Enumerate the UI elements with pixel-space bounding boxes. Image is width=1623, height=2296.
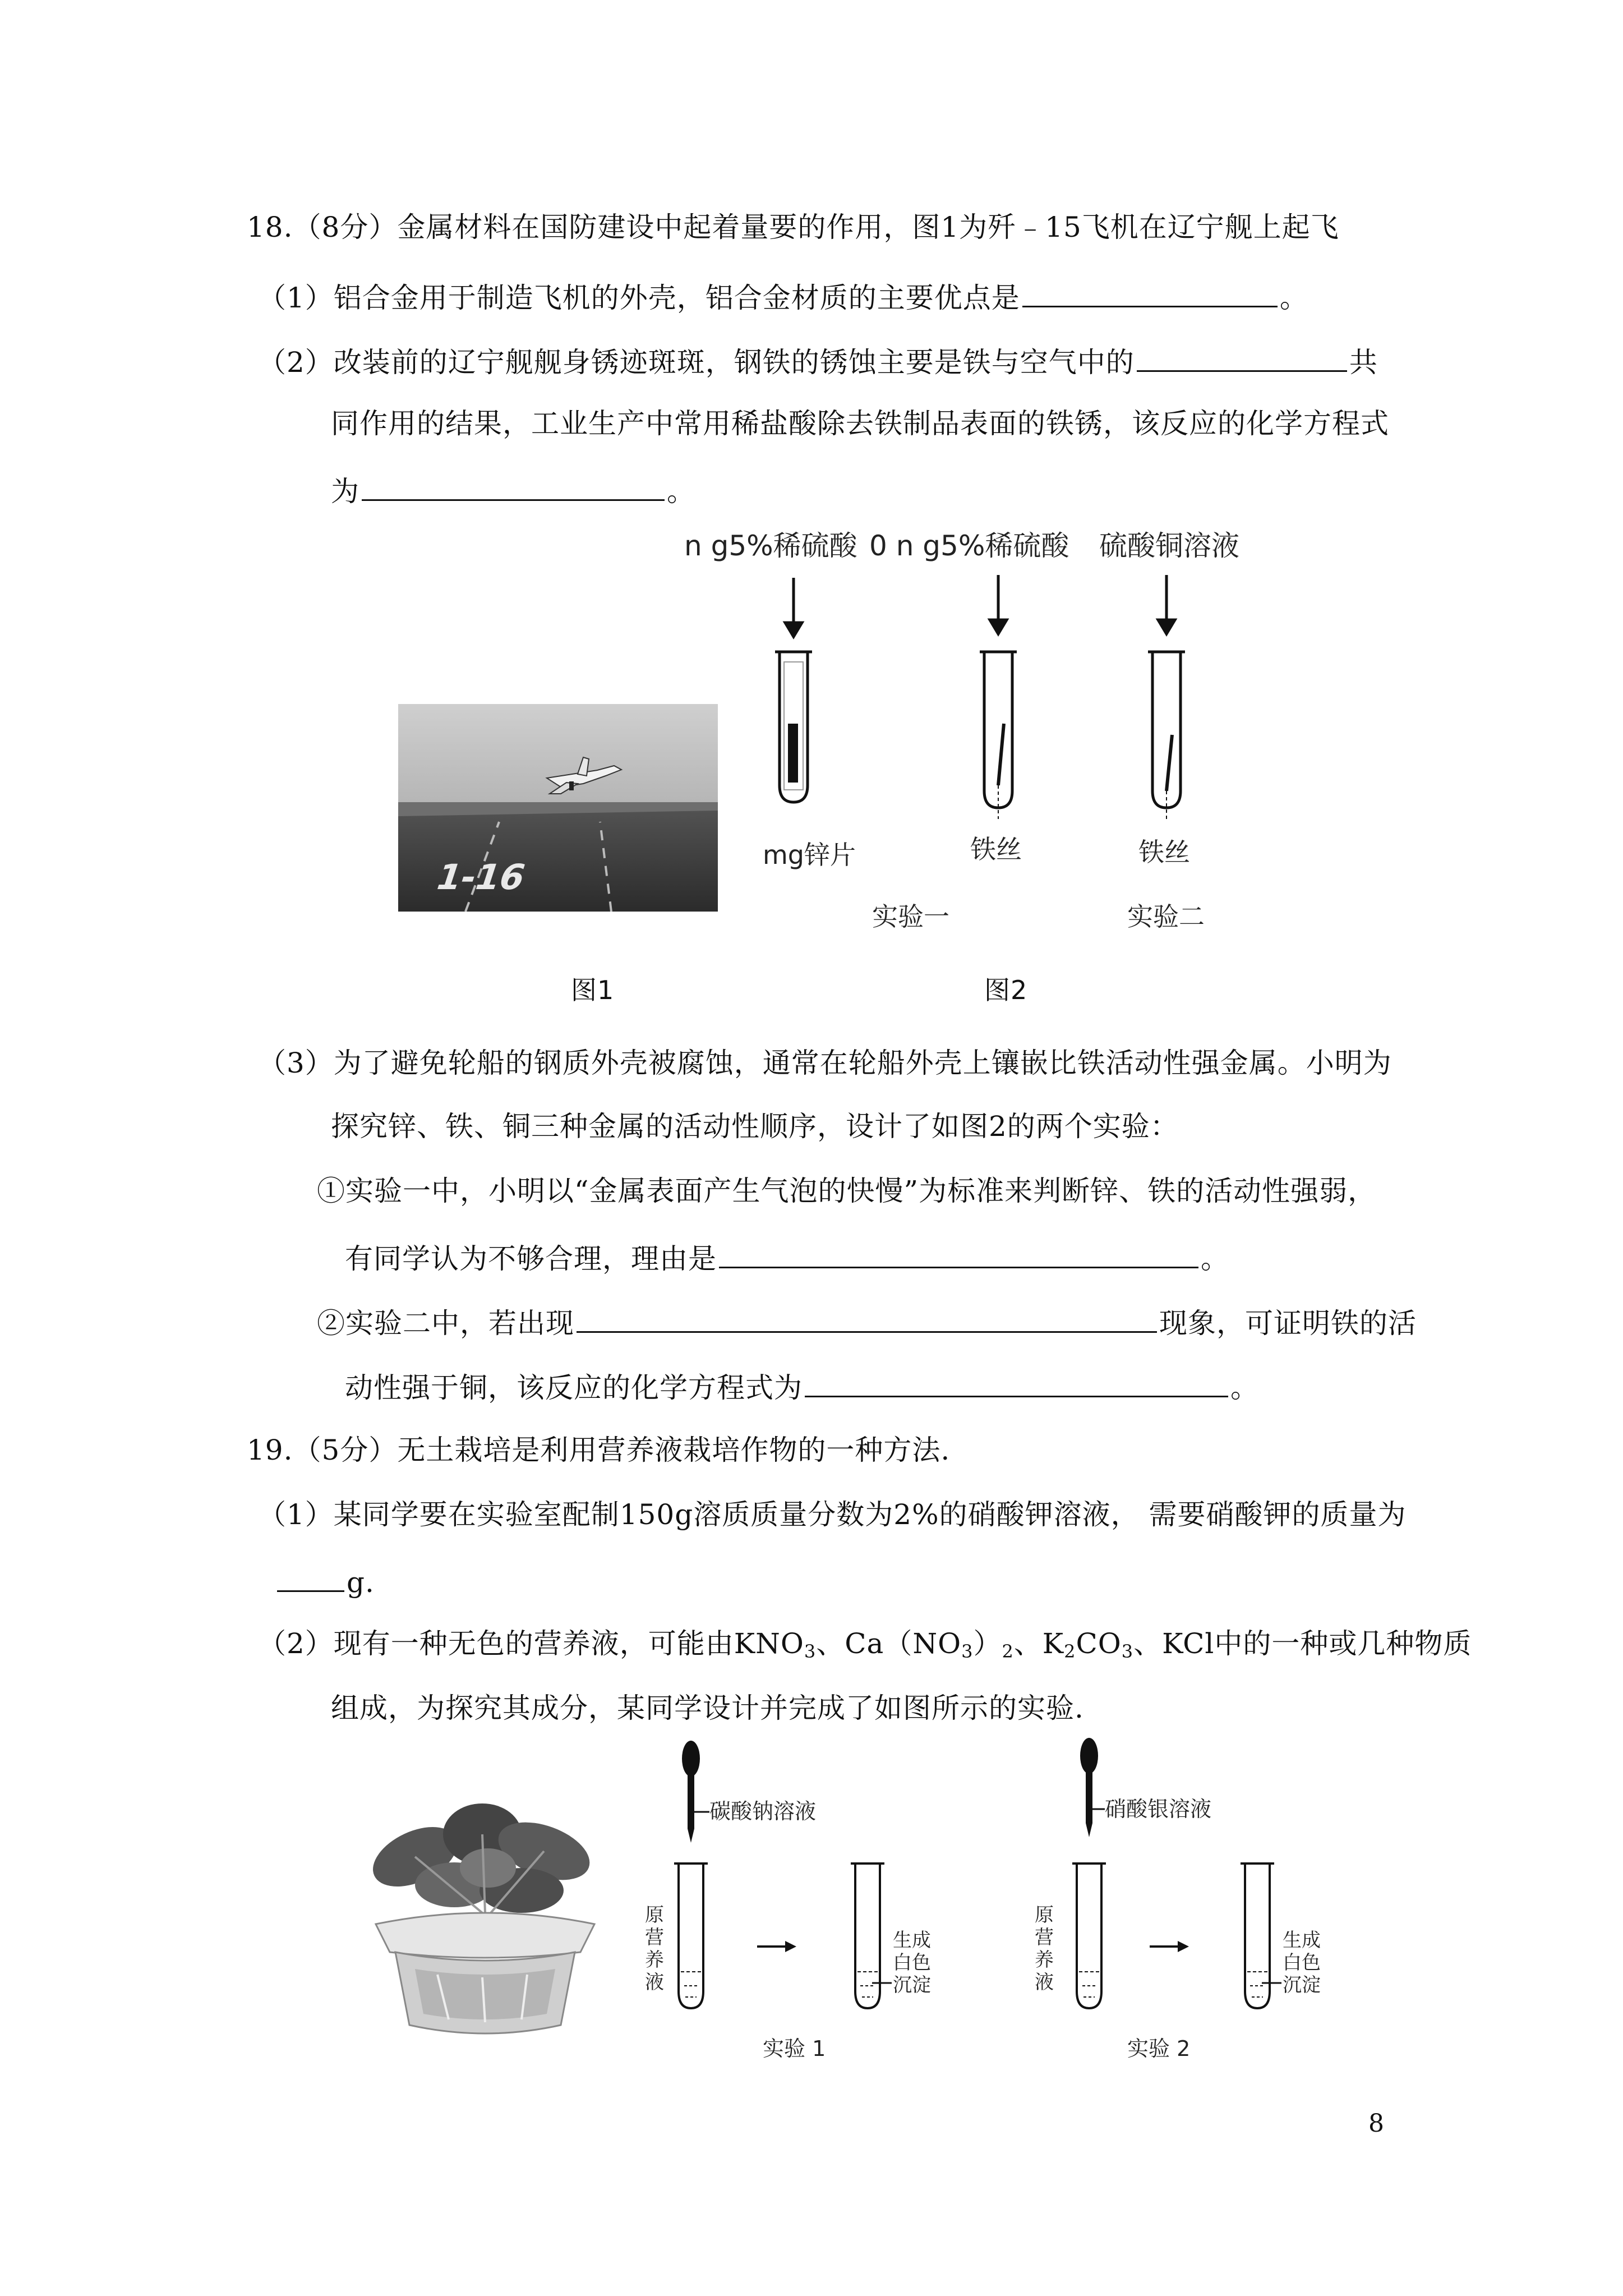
q19-part1-line2 xyxy=(275,1562,375,1599)
subscript: 2 xyxy=(1064,1641,1076,1662)
subscript: 2 xyxy=(1002,1641,1014,1662)
q18-part3-line3: ①实验一中，小明以“金属表面产生气泡的快慢”为标准来判断锌、铁的活动性强弱， xyxy=(317,1175,1377,1207)
q18-part2-equation-blank[interactable] xyxy=(362,471,665,501)
label-line: 白色 xyxy=(1283,1952,1321,1974)
q19-part2-text-e: CO xyxy=(1076,1627,1122,1660)
test-tube-3 xyxy=(1148,651,1185,822)
label-char: 原 xyxy=(645,1904,664,1926)
q19-part1-mass-blank[interactable] xyxy=(277,1562,344,1592)
reagent-label-1: n g5%稀硫酸 xyxy=(684,530,857,562)
label-line: 白色 xyxy=(893,1952,931,1974)
q18-part1-text: （1）铝合金用于制造飞机的外壳，铝合金材质的主要优点是 xyxy=(258,282,1020,314)
q18-part1-end: 。 xyxy=(1279,282,1308,314)
test-tube-2 xyxy=(980,651,1017,819)
label-char: 营 xyxy=(1035,1926,1054,1949)
q18-part2-line3-end: 。 xyxy=(667,475,695,508)
q18-part3-equation-blank[interactable] xyxy=(805,1368,1228,1397)
q18-part3-line1: （3）为了避免轮船的钢质外壳被腐蚀，通常在轮船外壳上镶嵌比铁活动性强金属。小明为 xyxy=(258,1047,1392,1079)
q19-part2-line2: 组成，为探究其成分，某同学设计并完成了如图所示的实验. xyxy=(331,1692,1084,1724)
metal-label-1: mg锌片 xyxy=(763,840,856,870)
q18-part3-phenomenon-end: 现象，可证明铁的活 xyxy=(1159,1307,1417,1340)
q18-part3-line4 xyxy=(345,1239,1229,1276)
glass-container-icon xyxy=(376,1913,594,2033)
test-tube-1 xyxy=(775,651,812,802)
q18-part2-wei: 为 xyxy=(331,475,359,508)
page-number: 8 xyxy=(1368,2109,1384,2138)
q18-part2-answer-blank[interactable] xyxy=(1137,342,1347,372)
arrow-right-icon xyxy=(1150,1941,1189,1952)
q19-part2-text-f: 、KCl中的一种或几种物质 xyxy=(1133,1627,1472,1660)
liquid-label-2 xyxy=(1035,1904,1054,1994)
result-label-1 xyxy=(893,1929,931,1996)
label-line: 沉淀 xyxy=(1283,1974,1321,1996)
zinc-sheet-icon xyxy=(788,724,798,783)
figure1-photo xyxy=(398,704,718,912)
q18-part1-answer-blank[interactable] xyxy=(1022,278,1278,307)
figure1-caption: 图1 xyxy=(571,975,615,1005)
q19-part2-text-a: （2）现有一种无色的营养液，可能由KNO xyxy=(258,1627,804,1660)
q18-part1 xyxy=(258,278,1308,315)
result-label-2 xyxy=(1283,1929,1321,1996)
experiment-label-2: 实验二 xyxy=(1127,901,1205,932)
label-char: 养 xyxy=(1035,1949,1054,1971)
deck-number: 1-16 xyxy=(430,857,531,898)
q18-part3-phenomenon-text: ②实验二中，若出现 xyxy=(317,1307,574,1340)
q18-part3-equation-text: 动性强于铜，该反应的化学方程式为 xyxy=(345,1372,803,1404)
q19-title: 19.（5分）无土栽培是利用营养液栽培作物的一种方法. xyxy=(247,1434,951,1466)
q18-part3-reason-blank[interactable] xyxy=(719,1239,1198,1268)
experiment-label-1: 实验一 xyxy=(872,901,949,932)
q18-part3-phenomenon-blank[interactable] xyxy=(577,1303,1157,1333)
dropper-icon xyxy=(1080,1738,1098,1837)
label-char: 液 xyxy=(1035,1971,1054,1994)
figure3-diagram xyxy=(634,1733,1335,2059)
q18-part3-equation-end: 。 xyxy=(1230,1372,1259,1404)
figure2-diagram xyxy=(673,522,1318,948)
q19-part2-text-b: 、Ca（NO xyxy=(816,1627,962,1660)
q18-part3-line6 xyxy=(345,1368,1259,1405)
q19-part2-line1 xyxy=(258,1627,1472,1668)
subscript: 3 xyxy=(1121,1641,1134,1662)
metal-label-3: 铁丝 xyxy=(1138,837,1190,867)
iron-wire-icon xyxy=(998,724,1004,785)
plant-icon xyxy=(363,1803,597,1913)
q18-part2-line1 xyxy=(258,342,1378,379)
label-line: 生成 xyxy=(1283,1929,1321,1952)
q19-part2-text-d: 、K xyxy=(1013,1627,1064,1660)
q18-part3-line5 xyxy=(317,1303,1417,1340)
q18-part2-text: （2）改装前的辽宁舰舰身锈迹斑斑，钢铁的锈蚀主要是铁与空气中的 xyxy=(258,346,1135,379)
figure2-caption: 图2 xyxy=(984,975,1028,1005)
arrow-right-icon xyxy=(757,1941,796,1952)
reagent-label-silver-nitrate: 硝酸银溶液 xyxy=(1105,1797,1212,1821)
label-line: 沉淀 xyxy=(893,1974,931,1996)
label-char: 原 xyxy=(1035,1904,1054,1926)
iron-wire-icon xyxy=(1166,735,1172,791)
reagent-label-3: 硫酸铜溶液 xyxy=(1099,530,1239,562)
subscript: 3 xyxy=(804,1641,817,1662)
q19-part2-text-c: ） xyxy=(973,1627,1002,1660)
q18-part2-line2: 同作用的结果，工业生产中常用稀盐酸除去铁制品表面的铁锈，该反应的化学方程式 xyxy=(331,407,1389,440)
experiment-label-1: 实验 1 xyxy=(763,2036,826,2059)
label-char: 营 xyxy=(645,1926,664,1949)
dropper-icon xyxy=(682,1741,700,1843)
q19-part1-line1: （1）某同学要在实验室配制150g溶质质量分数为2%的硝酸钾溶液， 需要硝酸钾的质量为 xyxy=(258,1498,1407,1531)
q18-part2-end: 共 xyxy=(1349,346,1378,379)
subscript: 3 xyxy=(961,1641,974,1662)
liquid-label-1 xyxy=(645,1904,664,1994)
label-char: 养 xyxy=(645,1949,664,1971)
q18-part3-reason-end: 。 xyxy=(1201,1243,1229,1275)
q19-part1-unit: g. xyxy=(347,1566,375,1599)
q18-title: 18.（8分）金属材料在国防建设中起着量要的作用，图1为歼﹣15飞机在辽宁舰上起飞 xyxy=(247,211,1339,243)
reagent-label-2: 0 n g5%稀硫酸 xyxy=(869,530,1069,562)
hydroponic-plant-photo xyxy=(353,1784,617,2047)
label-line: 生成 xyxy=(893,1929,931,1952)
experiment-label-2: 实验 2 xyxy=(1127,2036,1191,2059)
q18-part2-line3 xyxy=(331,471,695,508)
q18-part3-reason-text: 有同学认为不够合理，理由是 xyxy=(345,1243,717,1275)
reagent-label-sodium-carbonate: 碳酸钠溶液 xyxy=(709,1799,817,1824)
label-char: 液 xyxy=(645,1971,664,1994)
metal-label-2: 铁丝 xyxy=(970,834,1022,864)
q18-part3-line2: 探究锌、铁、铜三种金属的活动性顺序，设计了如图2的两个实验： xyxy=(331,1110,1179,1143)
